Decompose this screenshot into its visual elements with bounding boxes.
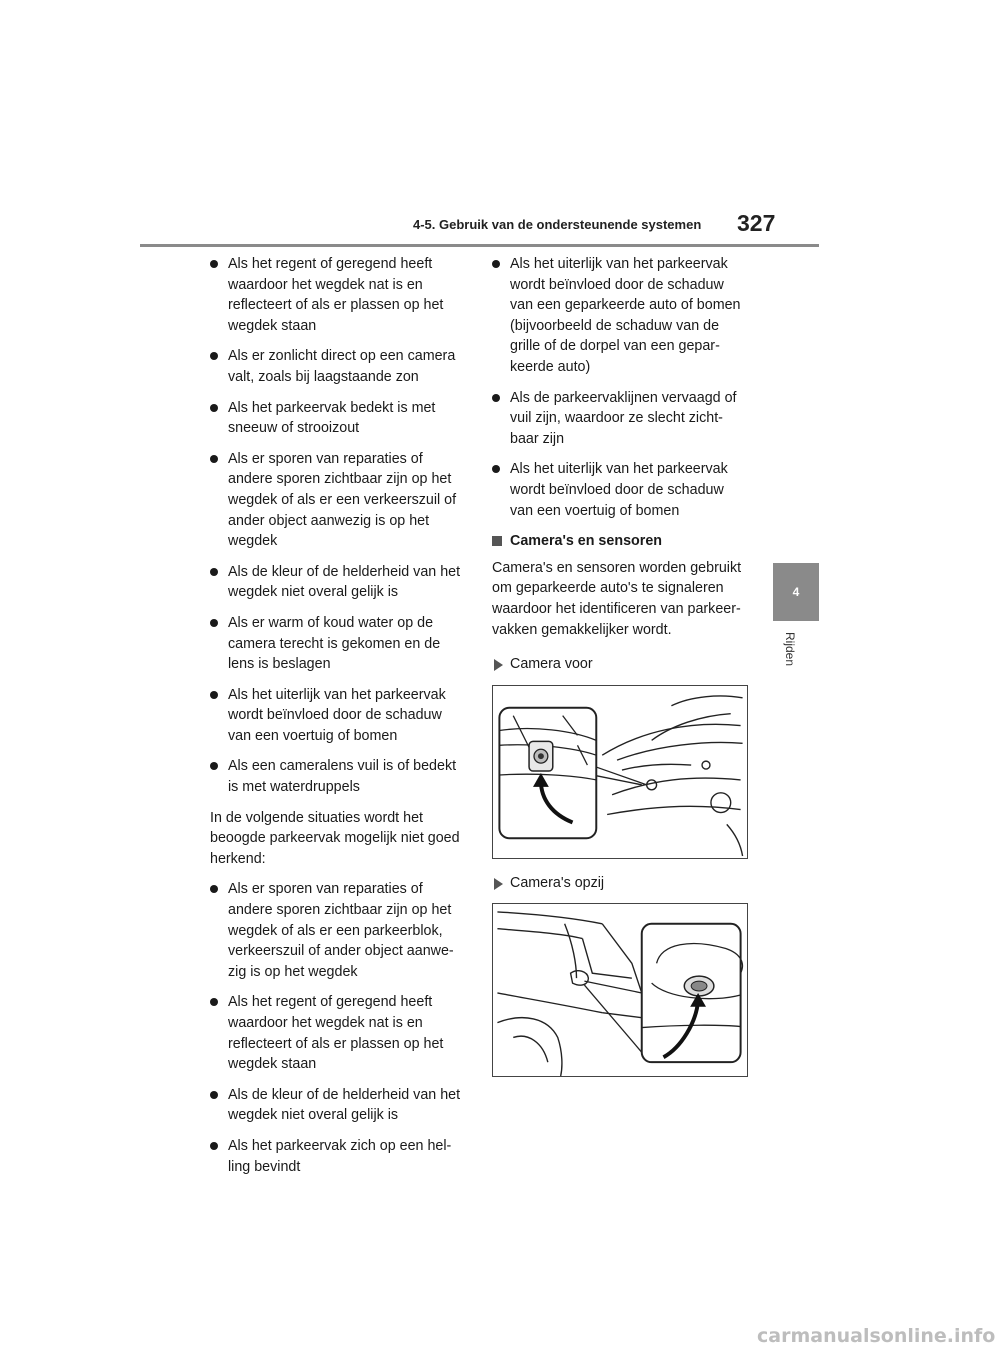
bullet-icon <box>210 619 218 627</box>
body-paragraph: Camera's en sensoren worden gebruikt om geparkeerde auto's te signaleren waardoor het identificeren van parkeer-vakken gemakkelijker wordt. <box>492 559 742 638</box>
list-item: Als er sporen van reparaties of andere sporen zichtbaar zijn op het wegdek of als er een parkeerblok, verkeerszuil of ander object aanwe-zig is op het wegdek <box>210 879 466 982</box>
bullet-icon <box>210 352 218 360</box>
front-camera-illustration <box>492 685 748 859</box>
bullet-icon <box>210 568 218 576</box>
chapter-label: Rijden <box>783 632 797 667</box>
list-item: Als de kleur of de helderheid van het wegdek niet overal gelijk is <box>210 1085 466 1126</box>
list-item: Als er zonlicht direct op een camera valt, zoals bij laagstaande zon <box>210 346 466 387</box>
list-item: Als het regent of geregend heeft waardoor het wegdek nat is en reflecteert of als er plassen op het wegdek staan <box>210 992 466 1074</box>
list-item: Als het uiterlijk van het parkeervak wordt beïnvloed door de schaduw van een voertuig of bomen <box>210 685 466 747</box>
section-heading: Camera's en sensoren <box>492 531 748 552</box>
bullet-icon <box>492 394 500 402</box>
bullet-icon <box>210 885 218 893</box>
list-item: Als het uiterlijk van het parkeervak wordt beïnvloed door de schaduw van een geparkeerde auto of bomen (bijvoorbeeld de schaduw van de grille of de dorpel van een gepar-keerde auto) <box>492 254 748 378</box>
header-divider <box>140 244 819 247</box>
bullet-icon <box>210 404 218 412</box>
left-column <box>210 254 466 1187</box>
triangle-pointer-icon <box>494 659 503 671</box>
chapter-tab[interactable]: 4 <box>773 563 819 621</box>
list-item: Als het uiterlijk van het parkeervak wordt beïnvloed door de schaduw van een voertuig of bomen <box>492 459 748 521</box>
figure-caption-front: Camera voor <box>492 654 748 675</box>
list-item: Als er warm of koud water op de camera terecht is gekomen en de lens is beslagen <box>210 613 466 675</box>
figure-caption-side: Camera's opzij <box>492 873 748 894</box>
bullet-icon <box>210 260 218 268</box>
list-item: Als het parkeervak zich op een hel-ling bevindt <box>210 1136 466 1177</box>
intro-paragraph: In de volgende situaties wordt het beoogde parkeervak mogelijk niet goed herkend: <box>210 809 460 867</box>
side-camera-drawing <box>493 904 747 1076</box>
bullet-icon <box>492 465 500 473</box>
list-item: Als de parkeervaklijnen vervaagd of vuil zijn, waardoor ze slecht zicht-baar zijn <box>492 388 748 450</box>
side-camera-illustration <box>492 903 748 1077</box>
bullet-icon <box>210 1142 218 1150</box>
watermark: carmanualsonline.info <box>757 1325 995 1347</box>
section-title: 4-5. Gebruik van de ondersteunende systemen <box>413 217 702 232</box>
bullet-icon <box>210 455 218 463</box>
list-item: Als een cameralens vuil is of bedekt is met waterdruppels <box>210 756 466 797</box>
list-item: Als er sporen van reparaties of andere sporen zichtbaar zijn op het wegdek of als er een verkeerszuil of ander object aanwezig is op het wegdek <box>210 449 466 552</box>
bullet-icon <box>492 260 500 268</box>
list-item: Als de kleur of de helderheid van het wegdek niet overal gelijk is <box>210 562 466 603</box>
triangle-pointer-icon <box>494 878 503 890</box>
list-item: Als het regent of geregend heeft waardoor het wegdek nat is en reflecteert of als er plassen op het wegdek staan <box>210 254 466 336</box>
bullet-icon <box>210 762 218 770</box>
page-number: 327 <box>737 210 776 236</box>
list-item: Als het parkeervak bedekt is met sneeuw of strooizout <box>210 398 466 439</box>
square-bullet-icon <box>492 536 502 546</box>
bullet-icon <box>210 998 218 1006</box>
bullet-icon <box>210 691 218 699</box>
bullet-icon <box>210 1091 218 1099</box>
front-camera-drawing <box>493 686 747 858</box>
right-column <box>492 254 748 1077</box>
